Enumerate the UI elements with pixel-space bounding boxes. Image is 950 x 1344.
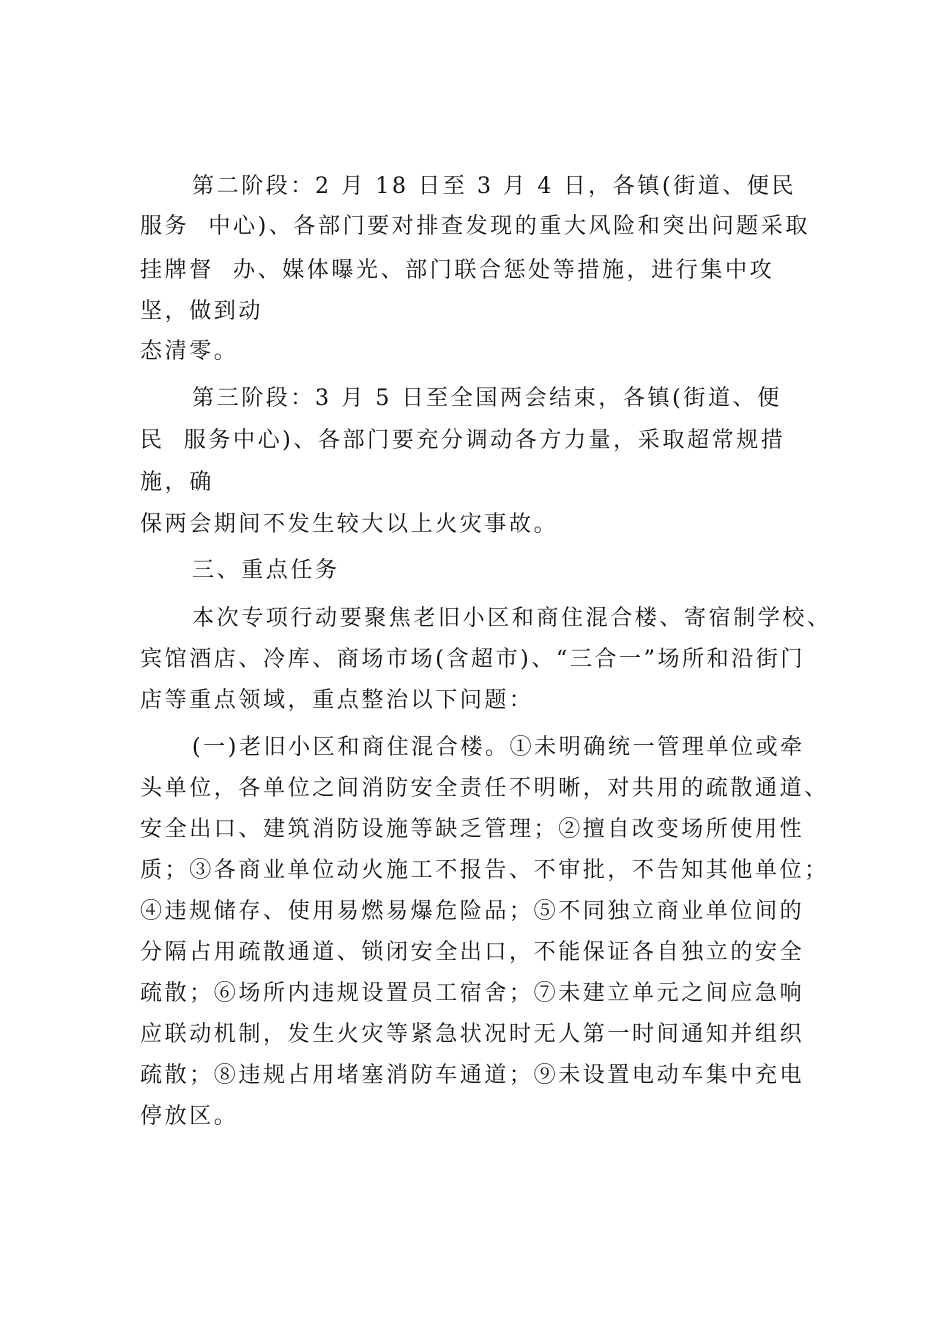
item-one-line-1: (一)老旧小区和商住混合楼。①未明确统一管理单位或牵 [192, 735, 805, 760]
item-one-line-2: 头单位，各单位之间消防安全责任不明晰，对共用的疏散通道、 [140, 776, 829, 801]
stage-three-line-4: 保两会期间不发生较大以上火灾事故。 [140, 512, 559, 537]
stage-two-line-5: 态清零。 [140, 339, 239, 364]
item-one-line-9: 疏散；⑧违规占用堵塞消防车通道；⑨未设置电动车集中充电 [140, 1063, 805, 1088]
item-one-line-4: 质；③各商业单位动火施工不报告、不审批，不告知其他单位； [140, 858, 829, 883]
focus-paragraph-line-3: 店等重点领域，重点整治以下问题： [140, 688, 534, 713]
stage-three-line-3: 施，确 [140, 470, 214, 495]
item-one-line-8: 应联动机制，发生火灾等紧急状况时无人第一时间通知并组织 [140, 1022, 805, 1047]
item-one-line-5: ④违规储存、使用易燃易爆危险品；⑤不同独立商业单位间的 [140, 899, 805, 924]
item-one-line-3: 安全出口、建筑消防设施等缺乏管理；②擅自改变场所使用性 [140, 817, 805, 842]
item-one-line-6: 分隔占用疏散通道、锁闭安全出口，不能保证各自独立的安全 [140, 940, 805, 965]
stage-three-line-2: 民 服务中心)、各部门要充分调动各方力量，采取超常规措 [140, 428, 786, 453]
focus-paragraph-line-1: 本次专项行动要聚焦老旧小区和商住混合楼、寄宿制学校、 [192, 606, 832, 631]
stage-two-line-4: 坚，做到动 [140, 299, 264, 324]
focus-paragraph-line-2: 宾馆酒店、冷库、商场市场(含超市)、“三合一”场所和沿街门 [140, 647, 806, 672]
item-one-line-7: 疏散；⑥场所内违规设置员工宿舍；⑦未建立单元之间应急响 [140, 981, 805, 1006]
item-one-line-10: 停放区。 [140, 1104, 239, 1129]
stage-three-line-1: 第三阶段：3 月 5 日至全国两会结束，各镇(街道、便 [192, 386, 782, 411]
stage-two-line-2: 服务 中心)、各部门要对排查发现的重大风险和突出问题采取 [140, 214, 810, 239]
stage-two-line-1: 第二阶段：2 月 18 日至 3 月 4 日，各镇(街道、便民 [192, 174, 797, 199]
section-heading: 三、重点任务 [192, 558, 340, 583]
stage-two-line-3: 挂牌督 办、媒体曝光、部门联合惩处等措施，进行集中攻 [140, 258, 775, 283]
